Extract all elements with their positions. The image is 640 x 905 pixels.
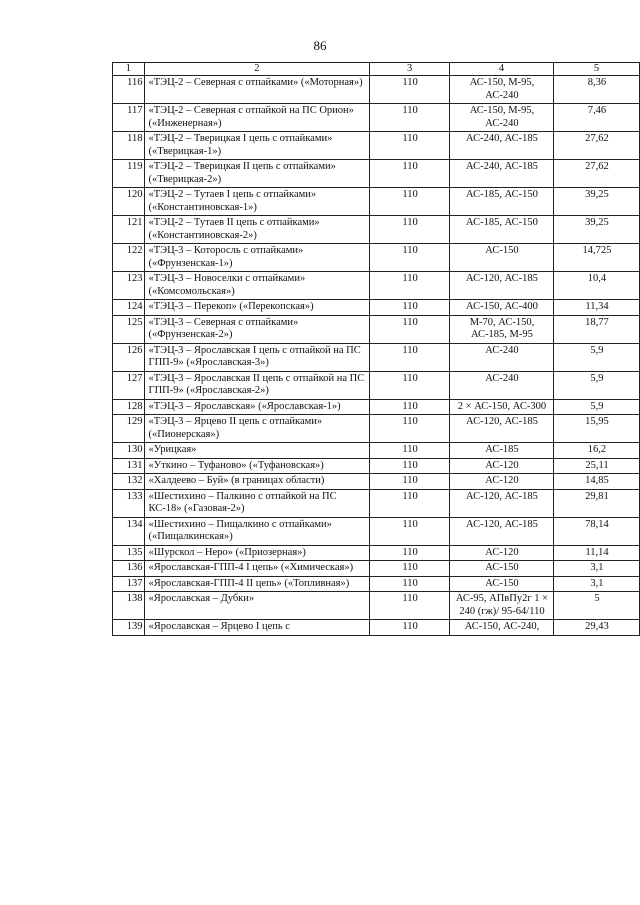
row-number-cell: 138 — [113, 592, 145, 620]
line-name-cell: «ТЭЦ-3 – Ярославская» («Ярославская-1») — [144, 399, 370, 415]
length-cell: 27,62 — [553, 160, 639, 188]
page-number: 86 — [313, 38, 327, 53]
row-number-cell: 128 — [113, 399, 145, 415]
length-cell: 5 — [553, 592, 639, 620]
wire-type-cell: АС-240, АС-185 — [450, 160, 554, 188]
table-row — [113, 620, 640, 636]
length-cell: 11,34 — [553, 300, 639, 316]
wire-type-cell: АС-120, АС-185 — [450, 272, 554, 300]
length-cell: 5,9 — [553, 371, 639, 399]
length-cell: 11,14 — [553, 545, 639, 561]
length-cell: 3,1 — [553, 561, 639, 577]
table-row — [113, 399, 640, 415]
table-row — [113, 592, 640, 620]
voltage-cell: 110 — [370, 443, 450, 459]
voltage-cell: 110 — [370, 315, 450, 343]
voltage-cell: 110 — [370, 415, 450, 443]
line-name-cell: «Шурскол – Неро» («Приозерная») — [144, 545, 370, 561]
voltage-cell: 110 — [370, 104, 450, 132]
row-number-cell: 126 — [113, 343, 145, 371]
row-number-cell: 130 — [113, 443, 145, 459]
row-number-cell: 139 — [113, 620, 145, 636]
table-row — [113, 343, 640, 371]
wire-type-cell: АС-150 — [450, 244, 554, 272]
header-cell: 5 — [553, 63, 639, 76]
wire-type-cell: АС-120, АС-185 — [450, 489, 554, 517]
line-name-cell: «Ярославская – Дубки» — [144, 592, 370, 620]
row-number-cell: 127 — [113, 371, 145, 399]
table-row — [113, 188, 640, 216]
wire-type-cell: АС-150, АС-400 — [450, 300, 554, 316]
length-cell: 18,77 — [553, 315, 639, 343]
table-row — [113, 76, 640, 104]
row-number-cell: 116 — [113, 76, 145, 104]
row-number-cell: 121 — [113, 216, 145, 244]
wire-type-cell: АС-150 — [450, 561, 554, 577]
table-row — [113, 315, 640, 343]
table-header-row — [113, 63, 640, 76]
table-row — [113, 216, 640, 244]
line-name-cell: «ТЭЦ-2 – Тверицкая I цепь с отпайками» («Тверицкая-1») — [144, 132, 370, 160]
voltage-cell: 110 — [370, 561, 450, 577]
table-row — [113, 104, 640, 132]
line-name-cell: «Шестихино – Пищалкино с отпайками» («Пищалкинская») — [144, 517, 370, 545]
row-number-cell: 137 — [113, 576, 145, 592]
table-row — [113, 489, 640, 517]
header-cell: 3 — [370, 63, 450, 76]
voltage-cell: 110 — [370, 216, 450, 244]
wire-type-cell: АС-185, АС-150 — [450, 188, 554, 216]
wire-type-cell: АС-240 — [450, 343, 554, 371]
row-number-cell: 122 — [113, 244, 145, 272]
row-number-cell: 133 — [113, 489, 145, 517]
line-name-cell: «Ярославская-ГПП-4 I цепь» («Химическая») — [144, 561, 370, 577]
table-row — [113, 371, 640, 399]
voltage-cell: 110 — [370, 592, 450, 620]
row-number-cell: 124 — [113, 300, 145, 316]
wire-type-cell: АС-120 — [450, 545, 554, 561]
table-row — [113, 300, 640, 316]
table-row — [113, 244, 640, 272]
row-number-cell: 123 — [113, 272, 145, 300]
line-name-cell: «ТЭЦ-3 – Новоселки с отпайками» («Комсомольская») — [144, 272, 370, 300]
line-name-cell: «Урицкая» — [144, 443, 370, 459]
wire-type-cell: АС-120, АС-185 — [450, 415, 554, 443]
wire-type-cell: АС-150, М-95, АС-240 — [450, 104, 554, 132]
row-number-cell: 135 — [113, 545, 145, 561]
wire-type-cell: АС-150, АС-240, — [450, 620, 554, 636]
length-cell: 8,36 — [553, 76, 639, 104]
power-lines-table — [112, 62, 640, 636]
table-row — [113, 576, 640, 592]
wire-type-cell: АС-120 — [450, 474, 554, 490]
table-row — [113, 443, 640, 459]
line-name-cell: «Ярославская – Ярцево I цепь с — [144, 620, 370, 636]
table-row — [113, 272, 640, 300]
length-cell: 15,95 — [553, 415, 639, 443]
voltage-cell: 110 — [370, 371, 450, 399]
table-row — [113, 561, 640, 577]
length-cell: 29,81 — [553, 489, 639, 517]
voltage-cell: 110 — [370, 620, 450, 636]
row-number-cell: 118 — [113, 132, 145, 160]
row-number-cell: 134 — [113, 517, 145, 545]
line-name-cell: «Халдеево – Буй» (в границах области) — [144, 474, 370, 490]
length-cell: 14,725 — [553, 244, 639, 272]
wire-type-cell: М-70, АС-150, АС-185, М-95 — [450, 315, 554, 343]
header-cell: 2 — [144, 63, 370, 76]
row-number-cell: 117 — [113, 104, 145, 132]
wire-type-cell: АС-185, АС-150 — [450, 216, 554, 244]
voltage-cell: 110 — [370, 489, 450, 517]
line-name-cell: «ТЭЦ-3 – Ярцево II цепь с отпайками» («Пионерская») — [144, 415, 370, 443]
voltage-cell: 110 — [370, 474, 450, 490]
voltage-cell: 110 — [370, 576, 450, 592]
voltage-cell: 110 — [370, 132, 450, 160]
line-name-cell: «Уткино – Туфаново» («Туфановская») — [144, 458, 370, 474]
row-number-cell: 125 — [113, 315, 145, 343]
length-cell: 7,46 — [553, 104, 639, 132]
voltage-cell: 110 — [370, 76, 450, 104]
length-cell: 27,62 — [553, 132, 639, 160]
voltage-cell: 110 — [370, 300, 450, 316]
row-number-cell: 129 — [113, 415, 145, 443]
line-name-cell: «Шестихино – Палкино с отпайкой на ПС КС-18» («Газовая-2») — [144, 489, 370, 517]
header-cell: 4 — [450, 63, 554, 76]
voltage-cell: 110 — [370, 272, 450, 300]
line-name-cell: «ТЭЦ-3 – Которосль с отпайками» («Фрунзенская-1») — [144, 244, 370, 272]
table-row — [113, 545, 640, 561]
row-number-cell: 131 — [113, 458, 145, 474]
row-number-cell: 136 — [113, 561, 145, 577]
line-name-cell: «Ярославская-ГПП-4 II цепь» («Топливная») — [144, 576, 370, 592]
table-row — [113, 415, 640, 443]
table-row — [113, 132, 640, 160]
voltage-cell: 110 — [370, 343, 450, 371]
line-name-cell: «ТЭЦ-2 – Тутаев I цепь с отпайками» («Константиновская-1») — [144, 188, 370, 216]
wire-type-cell: АС-150 — [450, 576, 554, 592]
header-cell: 1 — [113, 63, 145, 76]
wire-type-cell: АС-150, М-95, АС-240 — [450, 76, 554, 104]
table-row — [113, 458, 640, 474]
length-cell: 29,43 — [553, 620, 639, 636]
length-cell: 16,2 — [553, 443, 639, 459]
voltage-cell: 110 — [370, 517, 450, 545]
line-name-cell: «ТЭЦ-2 – Северная с отпайками» («Моторная») — [144, 76, 370, 104]
wire-type-cell: АС-95, АПвПу2г 1 × 240 (гж)/ 95-64/110 — [450, 592, 554, 620]
length-cell: 25,11 — [553, 458, 639, 474]
line-name-cell: «ТЭЦ-2 – Тутаев II цепь с отпайками» («Константиновская-2») — [144, 216, 370, 244]
length-cell: 39,25 — [553, 188, 639, 216]
voltage-cell: 110 — [370, 545, 450, 561]
line-name-cell: «ТЭЦ-3 – Ярославская I цепь с отпайкой на ПС ГПП-9» («Ярославская-3») — [144, 343, 370, 371]
line-name-cell: «ТЭЦ-2 – Северная с отпайкой на ПС Орион» («Инженерная») — [144, 104, 370, 132]
wire-type-cell: АС-120, АС-185 — [450, 517, 554, 545]
length-cell: 5,9 — [553, 399, 639, 415]
wire-type-cell: АС-240 — [450, 371, 554, 399]
table-row — [113, 474, 640, 490]
wire-type-cell: АС-185 — [450, 443, 554, 459]
wire-type-cell: 2 × АС-150, АС-300 — [450, 399, 554, 415]
row-number-cell: 119 — [113, 160, 145, 188]
voltage-cell: 110 — [370, 188, 450, 216]
row-number-cell: 120 — [113, 188, 145, 216]
voltage-cell: 110 — [370, 458, 450, 474]
length-cell: 10,4 — [553, 272, 639, 300]
line-name-cell: «ТЭЦ-3 – Северная с отпайками» («Фрунзенская-2») — [144, 315, 370, 343]
length-cell: 78,14 — [553, 517, 639, 545]
length-cell: 14,85 — [553, 474, 639, 490]
voltage-cell: 110 — [370, 399, 450, 415]
voltage-cell: 110 — [370, 160, 450, 188]
voltage-cell: 110 — [370, 244, 450, 272]
wire-type-cell: АС-240, АС-185 — [450, 132, 554, 160]
line-name-cell: «ТЭЦ-3 – Ярославская II цепь с отпайкой на ПС ГПП-9» («Ярославская-2») — [144, 371, 370, 399]
length-cell: 5,9 — [553, 343, 639, 371]
row-number-cell: 132 — [113, 474, 145, 490]
line-name-cell: «ТЭЦ-3 – Перекоп» («Перекопская») — [144, 300, 370, 316]
length-cell: 39,25 — [553, 216, 639, 244]
table-row — [113, 160, 640, 188]
line-name-cell: «ТЭЦ-2 – Тверицкая II цепь с отпайками» («Тверицкая-2») — [144, 160, 370, 188]
table-row — [113, 517, 640, 545]
wire-type-cell: АС-120 — [450, 458, 554, 474]
length-cell: 3,1 — [553, 576, 639, 592]
